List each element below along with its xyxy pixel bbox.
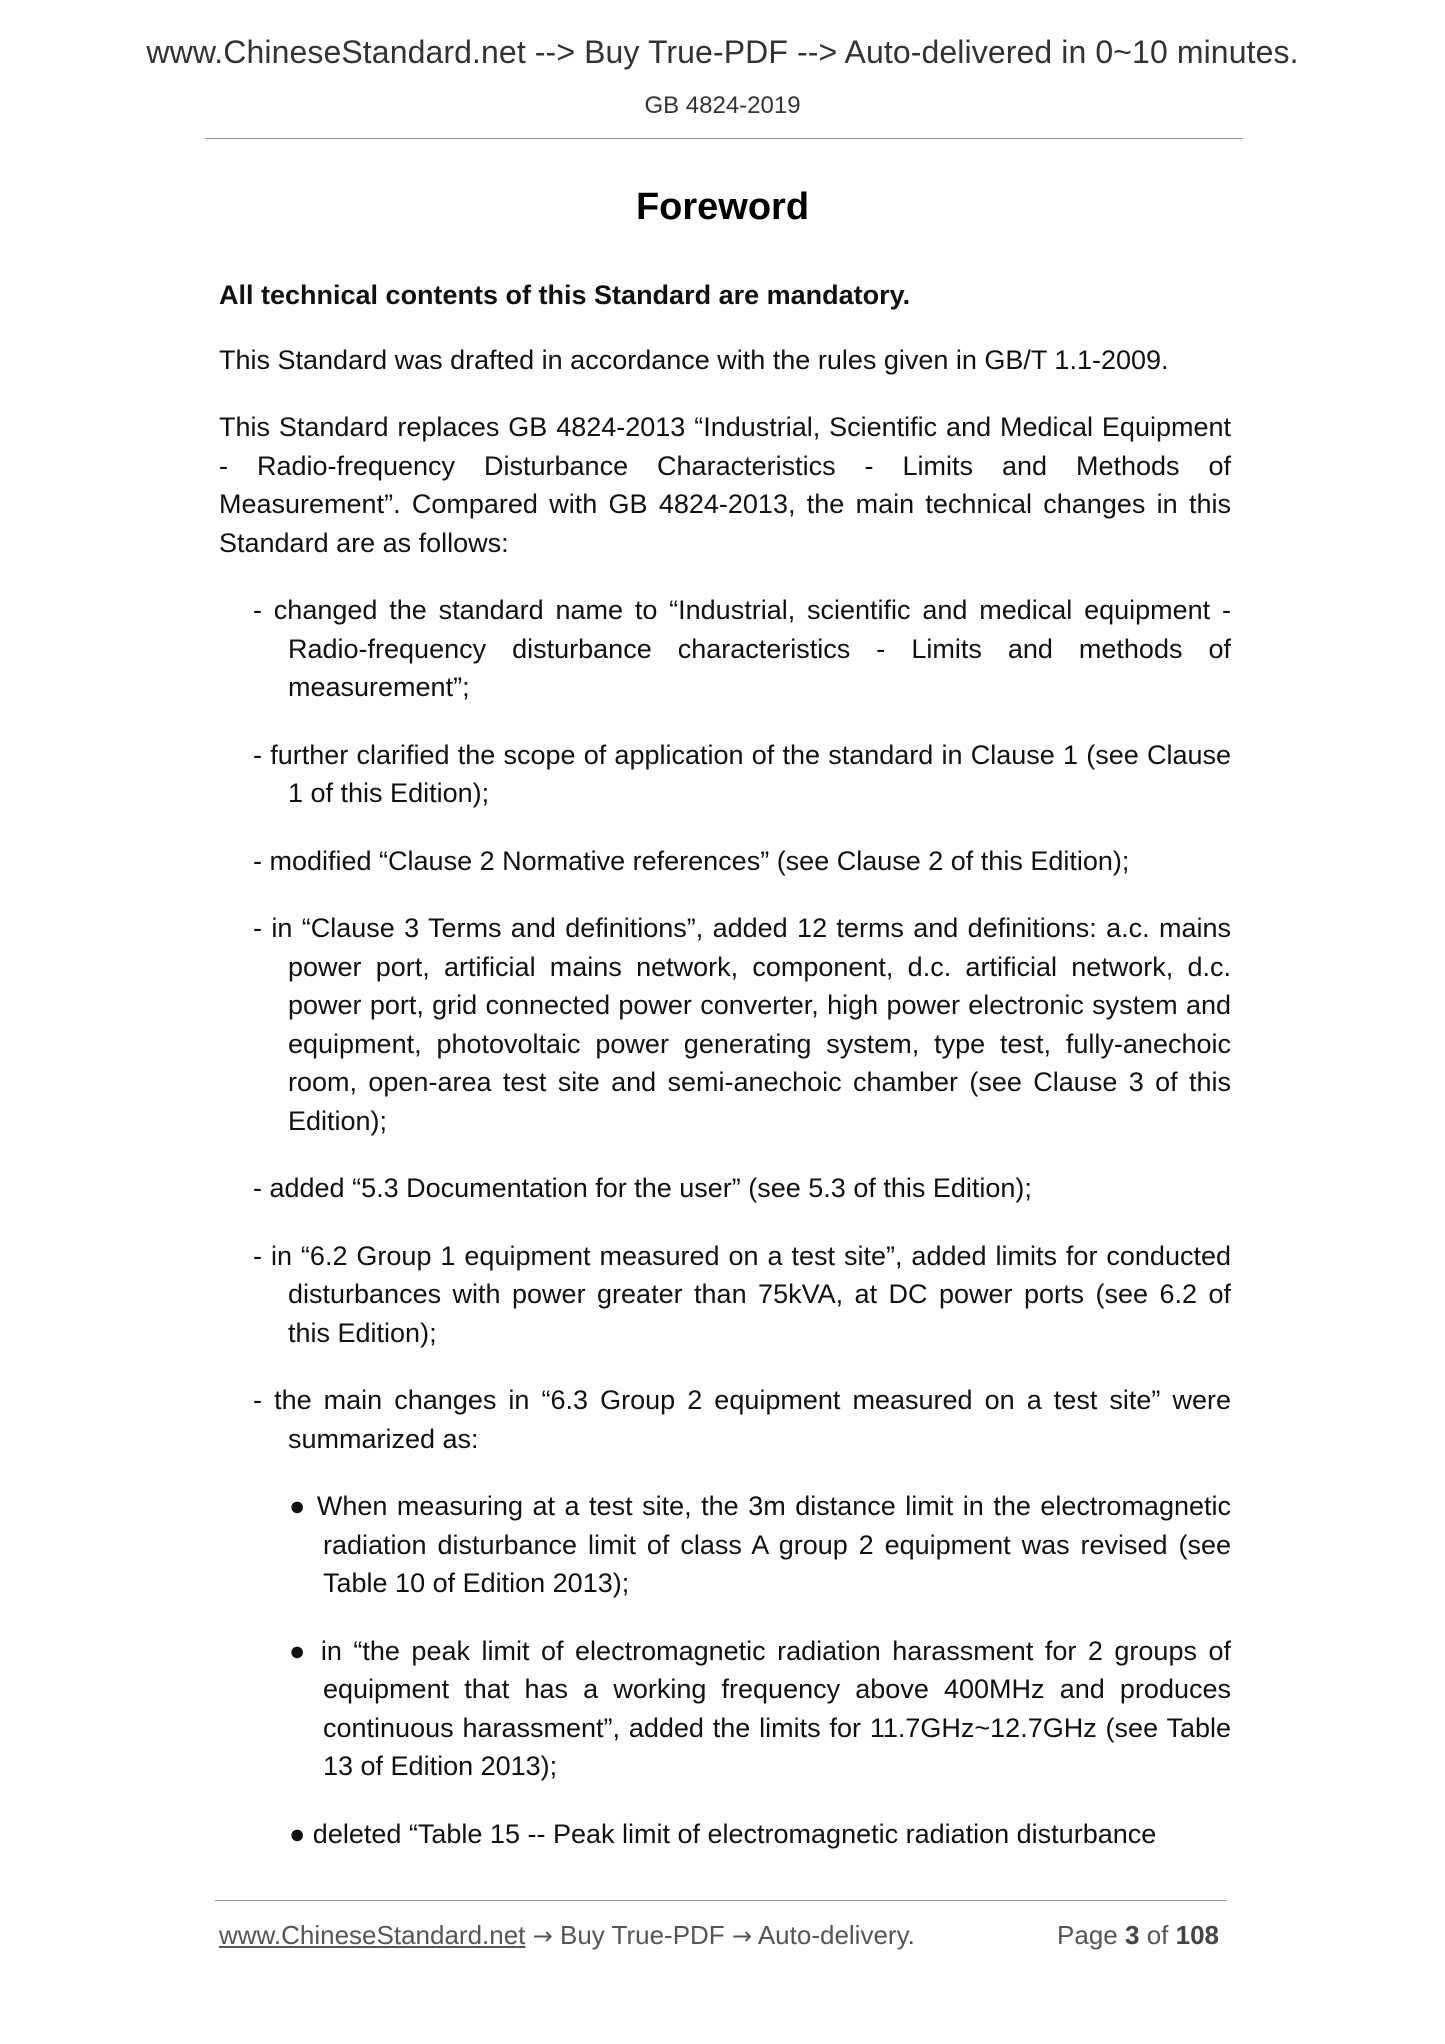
- page-label: Page: [1057, 1920, 1118, 1950]
- sub-change-item: ● in “the peak limit of electromagnetic radiation harassment for 2 groups of equipment that has a working frequency above 400MHz and produces continuous harassment”, added the limits for 11.7GHz~12.7GHz (see Table 13 of Edition 2013);: [289, 1635, 1231, 1781]
- drafting-statement: This Standard was drafted in accordance with the rules given in GB/T 1.1-2009.: [219, 344, 1169, 375]
- footer-delivery-text: Auto-delivery.: [757, 1920, 915, 1950]
- footer-divider: [215, 1900, 1227, 1901]
- change-item: - in “6.2 Group 1 equipment measured on a test site”, added limits for conducted disturbances with power greater than 75kVA, at DC power ports (see 6.2 of this Edition);: [253, 1240, 1231, 1348]
- change-item: - in “Clause 3 Terms and definitions”, added 12 terms and definitions: a.c. mains power port, artificial mains network, component, d.c. artificial network, d.c. power port, grid connected power converter, high power electronic system and equipment, photovoltaic power generating system, type test, fully-anechoic room, open-area test site and semi-anechoic chamber (see Clause 3 of this Edition);: [253, 913, 1231, 1136]
- standard-code: GB 4824-2019: [644, 92, 801, 119]
- change-item: - further clarified the scope of application of the standard in Clause 1 (see Clause 1 of this Edition);: [253, 739, 1231, 808]
- mandatory-statement: All technical contents of this Standard are mandatory.: [219, 280, 911, 310]
- footer-site-link[interactable]: www.ChineseStandard.net: [219, 1920, 526, 1950]
- arrow-right-icon: →: [532, 1922, 553, 1950]
- change-item: - the main changes in “6.3 Group 2 equipment measured on a test site” were summarized as:: [253, 1385, 1231, 1454]
- arrow-right-icon: →: [731, 1922, 753, 1950]
- header-divider: [205, 138, 1243, 139]
- of-label: of: [1146, 1920, 1169, 1950]
- footer-promo: [219, 1920, 915, 1951]
- sub-change-item: ● When measuring at a test site, the 3m distance limit in the electromagnetic radiation disturbance limit of class A group 2 equipment was revised (see Table 10 of Edition 2013);: [289, 1491, 1231, 1598]
- page-indicator: [1057, 1920, 1219, 1951]
- page-number: 3: [1124, 1920, 1140, 1950]
- change-item: - added “5.3 Documentation for the user” (see 5.3 of this Edition);: [253, 1173, 1032, 1203]
- change-item: - modified “Clause 2 Normative references” (see Clause 2 of this Edition);: [253, 845, 1130, 876]
- footer-buy-text: Buy True-PDF: [559, 1920, 725, 1950]
- replacement-statement: This Standard replaces GB 4824-2013 “Industrial, Scientific and Medical Equipment - Radio-frequency Disturbance Characteristics - Limits and Methods of Measurement”. Compared with GB 4824-2013, the main technical changes in this Standard are as follows:: [219, 412, 1231, 558]
- page-title: Foreword: [635, 186, 810, 228]
- top-banner: www.ChineseStandard.net --> Buy True-PDF --> Auto-delivered in 0~10 minutes.: [146, 34, 1299, 70]
- document-body: [219, 276, 1231, 1882]
- sub-change-item: ● deleted “Table 15 -- Peak limit of electromagnetic radiation disturbance: [289, 1818, 1157, 1849]
- change-item: - changed the standard name to “Industrial, scientific and medical equipment - Radio-frequency disturbance characteristics - Limits and methods of measurement”;: [253, 595, 1231, 702]
- total-pages: 108: [1175, 1920, 1219, 1950]
